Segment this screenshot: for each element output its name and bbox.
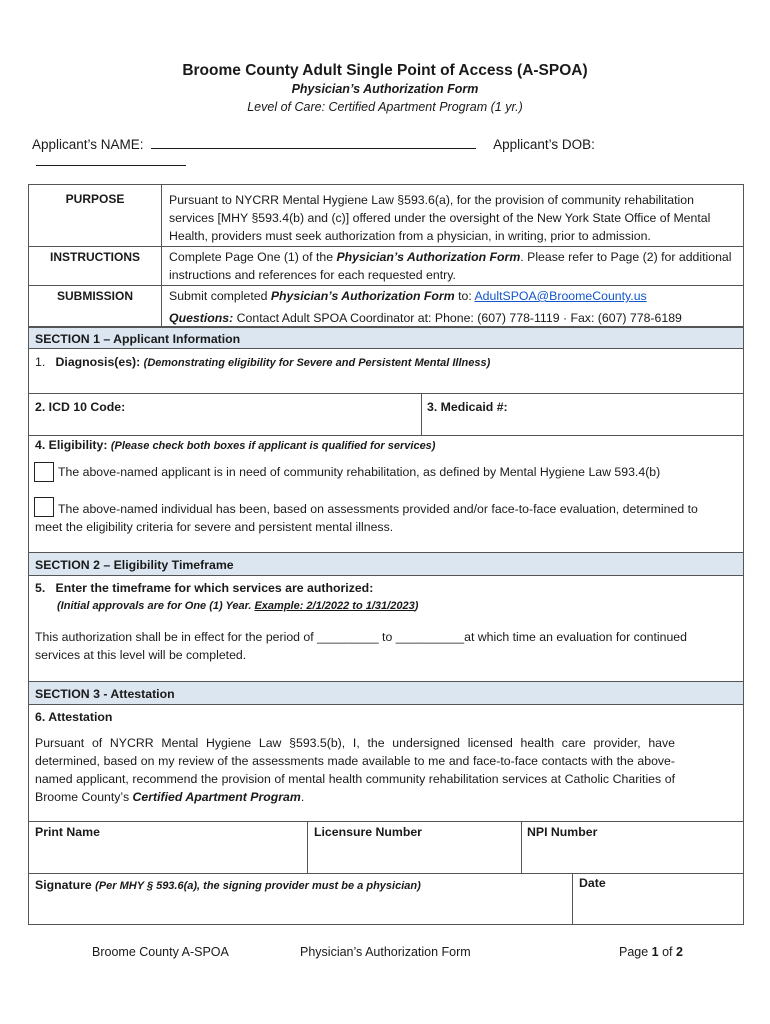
purpose-text: Pursuant to NYCRR Mental Hygiene Law §593.6(a), for the provision of community rehabilitation services [MHY §593.4(b) and (c)] offered under the oversight of the New York State Office of Mental Health, providers must seek authorization from a physician, in writing, prior to admission. <box>169 193 711 243</box>
form-title: Broome County Adult Single Point of Access (A-SPOA) <box>182 62 588 79</box>
licensure-number-field[interactable] <box>314 842 514 870</box>
npi-number-label: NPI Number <box>527 825 598 839</box>
timeframe-label: 5. Enter the timeframe for which services are authorized: <box>35 581 374 595</box>
instructions-label: INSTRUCTIONS <box>50 250 140 264</box>
signature-field[interactable] <box>35 894 565 922</box>
footer-page-number: Page 1 of 2 <box>619 945 683 959</box>
submission-label: SUBMISSION <box>56 289 133 303</box>
row-divider <box>29 873 743 874</box>
intro-column-divider <box>161 185 162 326</box>
licensure-number-label: Licensure Number <box>314 825 422 839</box>
intro-row-divider <box>29 246 743 247</box>
level-of-care: Level of Care: Certified Apartment Program (1 yr.) <box>247 100 523 114</box>
diagnosis-label: 1. Diagnosis(es): (Demonstrating eligibility for Severe and Persistent Mental Illness) <box>35 355 491 369</box>
icd-code-label: 2. ICD 10 Code: <box>35 400 126 414</box>
section1-header: SECTION 1 – Applicant Information <box>29 327 743 349</box>
print-name-field[interactable] <box>35 842 301 870</box>
eligibility-label: 4. Eligibility: (Please check both boxes if applicant is qualified for services) <box>35 438 436 452</box>
eligibility-check2-text-cont: meet the eligibility criteria for severe and persistent mental illness. <box>35 520 394 534</box>
print-name-label: Print Name <box>35 825 100 839</box>
eligibility-check1-text: The above-named applicant is in need of community rehabilitation, as defined by Mental Hygiene Law 593.4(b) <box>58 465 661 479</box>
medicaid-field[interactable] <box>427 416 727 432</box>
icd-code-field[interactable] <box>35 416 415 432</box>
applicant-row <box>32 135 744 169</box>
period-text[interactable]: This authorization shall be in effect for the period of _________ to __________at which time an evaluation for continued <box>35 630 687 644</box>
row-divider <box>29 393 743 394</box>
row-divider <box>29 821 743 822</box>
applicant-dob-field[interactable] <box>36 152 186 166</box>
intro-row-divider <box>29 285 743 286</box>
applicant-dob-label: Applicant’s DOB: <box>493 137 595 152</box>
instructions-text: Complete Page One (1) of the Physician’s Authorization Form. Please refer to Page (2) for additional instructions and references for each requested entry. <box>169 250 732 282</box>
section2-header: SECTION 2 – Eligibility Timeframe <box>29 552 743 576</box>
medicaid-label: 3. Medicaid #: <box>427 400 508 414</box>
column-divider <box>421 393 422 435</box>
purpose-label: PURPOSE <box>65 192 125 206</box>
submission-text: Submit completed Physician’s Authorization Form to: AdultSPOA@BroomeCounty.us <box>169 289 647 303</box>
column-divider <box>307 821 308 873</box>
period-text-cont: services at this level will be completed. <box>35 648 247 662</box>
date-field[interactable] <box>579 894 739 922</box>
date-label: Date <box>579 876 606 890</box>
footer-center: Physician’s Authorization Form <box>300 945 471 959</box>
questions-text: Questions: Contact Adult SPOA Coordinator at: Phone: (607) 778-1119 · Fax: (607) 778-6189 <box>169 311 682 325</box>
form-subtitle: Physician’s Authorization Form <box>291 82 479 96</box>
npi-number-field[interactable] <box>527 842 737 870</box>
submission-email-link[interactable]: AdultSPOA@BroomeCounty.us <box>474 289 647 303</box>
signature-label: Signature (Per MHY § 593.6(a), the signing provider must be a physician) <box>35 878 421 892</box>
column-divider <box>572 873 573 925</box>
diagnosis-field[interactable] <box>35 368 735 392</box>
section3-header: SECTION 3 - Attestation <box>29 681 743 705</box>
main-form <box>28 327 744 925</box>
footer-left: Broome County A-SPOA <box>92 945 229 959</box>
column-divider <box>521 821 522 873</box>
eligibility-check2-text: The above-named individual has been, based on assessments provided and/or face-to-face evaluation, determined to <box>58 502 698 516</box>
attestation-text: Pursuant of NYCRR Mental Hygiene Law §593.5(b), I, the undersigned licensed health care provider, have determined, based on my review of the assessments made available to me and face-to-face contacts with the above-named applicant, recommend the provision of mental health community rehabilitation services at Catholic Charities of Broome County’s Certified Apartment Program. <box>35 736 675 804</box>
applicant-name-field[interactable] <box>151 135 476 149</box>
applicant-name-label: Applicant’s NAME: <box>32 137 144 152</box>
timeframe-note: (Initial approvals are for One (1) Year. Example: 2/1/2022 to 1/31/2023) <box>57 600 419 612</box>
eligibility-checkbox-rehab[interactable] <box>34 462 54 482</box>
intro-table <box>28 184 744 327</box>
attestation-label: 6. Attestation <box>35 710 113 724</box>
eligibility-checkbox-criteria[interactable] <box>34 497 54 517</box>
